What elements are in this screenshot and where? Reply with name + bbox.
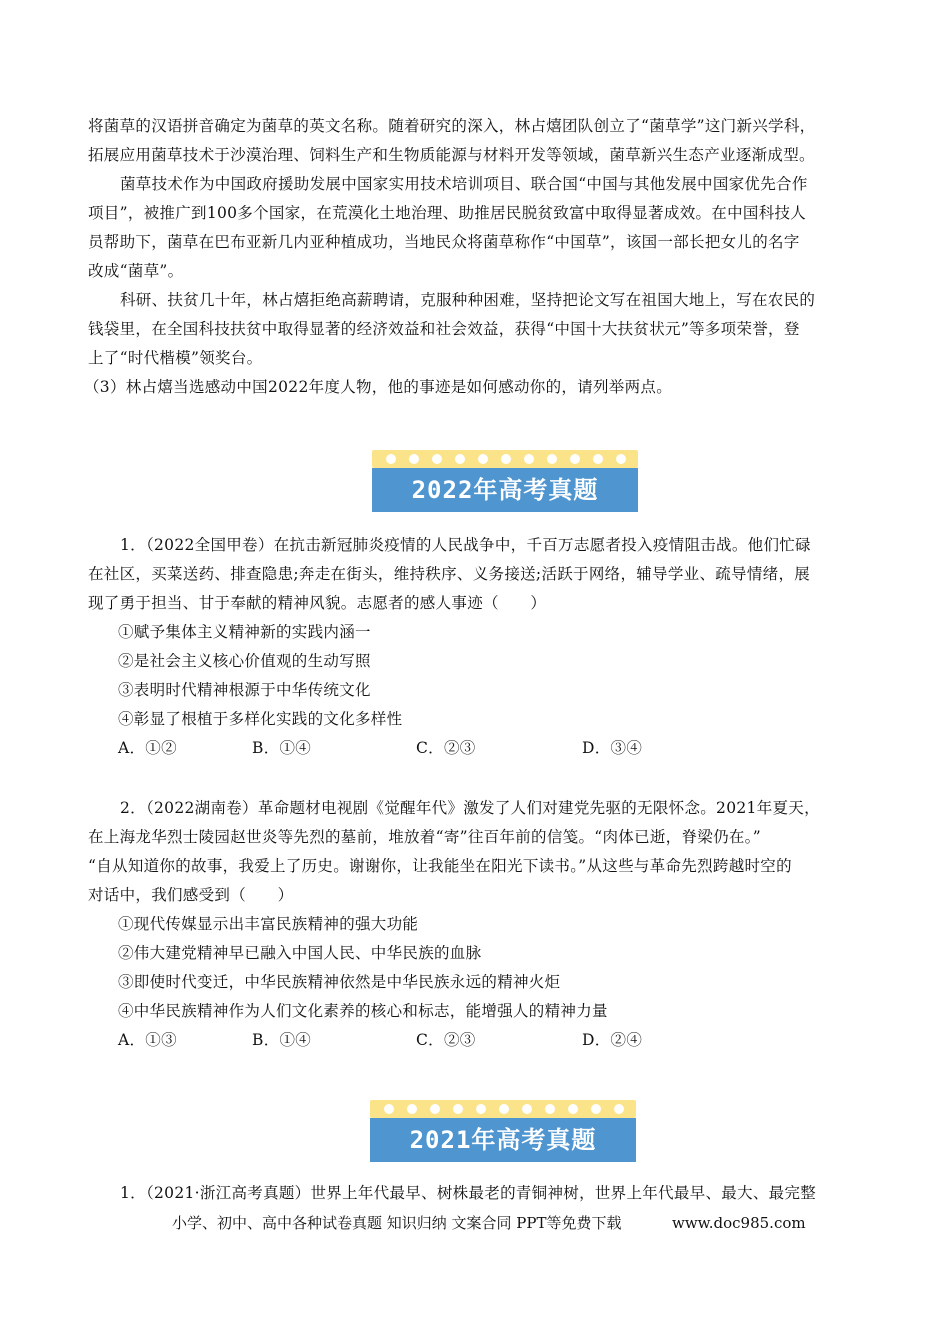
- answer-option-a: A．①②: [118, 739, 177, 757]
- question-stem: 1．（2022全国甲卷）在抗击新冠肺炎疫情的人民战争中，千百万志愿者投入疫情阻击战。他们忙碌: [120, 536, 811, 554]
- question-stem: 在上海龙华烈士陵园赵世炎等先烈的墓前，堆放着“寄”往百年前的信笺。“肉体已逝，脊梁仍在。”: [88, 828, 761, 846]
- question-stem: 现了勇于担当、甘于奉献的精神风貌。志愿者的感人事迹（ ）: [88, 594, 547, 612]
- statement-item: ①赋予集体主义精神新的实践内涵一: [118, 623, 371, 641]
- passage-line: 钱袋里，在全国科技扶贫中取得显著的经济效益和社会效益，获得“中国十大扶贫状元”等多项荣誉，登: [88, 320, 800, 338]
- question-stem: 2．（2022湖南卷）革命题材电视剧《觉醒年代》激发了人们对建党先驱的无限怀念。2021年夏天，: [120, 799, 820, 817]
- answer-option-c: C．②③: [416, 1031, 476, 1049]
- section-banner-2022: [372, 450, 638, 512]
- answer-option-b: B．①④: [252, 1031, 312, 1049]
- statement-item: ④中华民族精神作为人们文化素养的核心和标志，能增强人的精神力量: [118, 1002, 608, 1020]
- answer-option-b: B．①④: [252, 739, 312, 757]
- question-stem: “自从知道你的故事，我爱上了历史。谢谢你，让我能坐在阳光下读书。”从这些与革命先烈跨越时空的: [88, 857, 792, 875]
- passage-line: 改成“菌草”。: [88, 262, 184, 280]
- passage-line: 项目”，被推广到100多个国家，在荒漠化土地治理、助推居民脱贫致富中取得显著成效。在中国科技人: [88, 204, 807, 222]
- statement-item: ②伟大建党精神早已融入中国人民、中华民族的血脉: [118, 944, 482, 962]
- banner-ribbon: [370, 1100, 636, 1118]
- passage-line: 科研、扶贫几十年，林占熺拒绝高薪聘请，克服种种困难，坚持把论文写在祖国大地上，写在农民的: [120, 291, 816, 309]
- answer-option-c: C．②③: [416, 739, 476, 757]
- banner-ribbon: [372, 450, 638, 468]
- question-stem: 对话中，我们感受到（ ）: [88, 886, 294, 904]
- passage-line: 菌草技术作为中国政府援助发展中国家实用技术培训项目、联合国“中国与其他发展中国家优先合作: [120, 175, 808, 193]
- passage-line: 拓展应用菌草技术于沙漠治理、饲料生产和生物质能源与材料开发等领域，菌草新兴生态产业逐渐成型。: [88, 146, 815, 164]
- passage-line: 员帮助下，菌草在巴布亚新几内亚种植成功，当地民众将菌草称作“中国草”，该国一部长把女儿的名字: [88, 233, 800, 251]
- passage-line: 将菌草的汉语拼音确定为菌草的英文名称。随着研究的深入，林占熺团队创立了“菌草学”这门新兴学科，: [88, 117, 816, 135]
- statement-item: ②是社会主义核心价值观的生动写照: [118, 652, 371, 670]
- footer-url[interactable]: www.doc985.com: [672, 1214, 806, 1232]
- statement-item: ③即使时代变迁，中华民族精神依然是中华民族永远的精神火炬: [118, 973, 561, 991]
- question-stem: 1．（2021·浙江高考真题）世界上年代最早、树株最老的青铜神树，世界上年代最早、最大、最完整: [120, 1184, 817, 1202]
- answer-option-d: D．②④: [582, 1031, 643, 1049]
- footer-text: 小学、初中、高中各种试卷真题 知识归纳 文案合同 PPT等免费下载: [172, 1214, 622, 1232]
- answer-option-a: A．①③: [118, 1031, 177, 1049]
- banner-title: 2021年高考真题: [370, 1118, 636, 1162]
- question-3: （3）林占熺当选感动中国2022年度人物，他的事迹是如何感动你的，请列举两点。: [84, 378, 673, 396]
- answer-option-d: D．③④: [582, 739, 643, 757]
- statement-item: ④彰显了根植于多样化实践的文化多样性: [118, 710, 403, 728]
- section-banner-2021: [370, 1100, 636, 1162]
- question-stem: 在社区，买菜送药、排查隐患;奔走在街头，维持秩序、义务接送;活跃于网络，辅导学业、疏导情绪，展: [88, 565, 811, 583]
- banner-title: 2022年高考真题: [372, 468, 638, 512]
- statement-item: ③表明时代精神根源于中华传统文化: [118, 681, 371, 699]
- passage-line: 上了“时代楷模”领奖台。: [88, 349, 263, 367]
- statement-item: ①现代传媒显示出丰富民族精神的强大功能: [118, 915, 419, 933]
